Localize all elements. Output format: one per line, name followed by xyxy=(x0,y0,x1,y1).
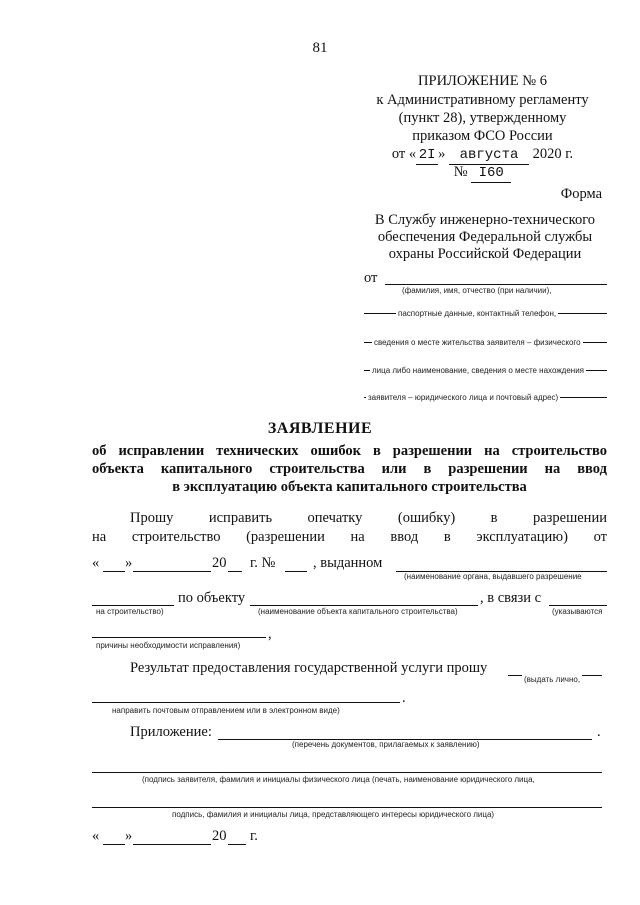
from-label: от xyxy=(364,270,378,286)
result-period: . xyxy=(402,690,406,706)
subtitle-word: исправлении xyxy=(118,443,205,459)
number-prefix: № xyxy=(453,164,468,180)
attachment-period: . xyxy=(597,724,601,740)
appendix-line-regulation: к Административному регламенту xyxy=(376,92,589,108)
request-word: разрешении xyxy=(532,510,607,526)
appendix-line-clause: (пункт 28), утвержденному xyxy=(398,110,567,126)
due-to-label: , в связи с xyxy=(480,590,542,606)
subtitle-word: капитального xyxy=(160,461,253,477)
final-month-field[interactable] xyxy=(133,844,211,845)
subtitle-word: строительство xyxy=(511,443,607,459)
permit-month-field[interactable] xyxy=(133,571,211,572)
final-date-close: » xyxy=(125,828,133,844)
request-word: опечатку xyxy=(307,510,363,526)
subtitle-line-3: в эксплуатацию объекта капитального строительства xyxy=(172,479,527,495)
request-line-2 xyxy=(92,529,607,546)
final-year-suffix: г. xyxy=(250,828,258,844)
date-mid: » xyxy=(438,146,446,162)
reasons-comma: , xyxy=(268,626,272,642)
subtitle-word: ошибок xyxy=(310,443,362,459)
result-caption-left: направить почтовым отправлением или в электронном виде) xyxy=(112,706,340,715)
subtitle-word: или xyxy=(381,461,407,477)
subtitle-word: разрешении xyxy=(392,443,473,459)
request-word: (ошибку) xyxy=(397,510,456,526)
result-text: Результат предоставления государственной услуги прошу xyxy=(130,660,488,676)
subtitle-word: на xyxy=(544,461,561,477)
result-method-field-2[interactable] xyxy=(92,702,400,703)
request-word: исправить xyxy=(208,510,273,526)
object-name-field[interactable] xyxy=(250,605,478,606)
reasons-caption: причины необходимости исправления) xyxy=(96,641,241,650)
request-word: в xyxy=(490,510,498,526)
permit-number-field[interactable] xyxy=(285,571,307,572)
subtitle-word: объекта xyxy=(92,461,144,477)
issuing-authority-caption: (наименование органа, выдавшего разрешение xyxy=(404,572,582,581)
signature-field-1[interactable] xyxy=(92,772,602,773)
permit-issued-label: , выданном xyxy=(313,555,383,571)
object-name-caption: (наименование объекта капитального строительства) xyxy=(258,607,458,616)
permit-date-open: « xyxy=(92,555,100,571)
applicant-line-1[interactable] xyxy=(385,284,607,285)
permit-type-field[interactable] xyxy=(92,605,174,606)
form-label: Форма xyxy=(560,186,602,202)
document-subtitle xyxy=(92,442,607,496)
request-word: в xyxy=(443,529,451,545)
due-to-field[interactable] xyxy=(549,605,607,606)
request-word: на xyxy=(92,529,107,545)
subtitle-word: на xyxy=(484,443,500,459)
subtitle-line-1 xyxy=(92,442,607,460)
request-word: Прошу xyxy=(130,510,174,526)
request-word: строительство xyxy=(131,529,221,545)
request-word: от xyxy=(593,529,607,545)
permit-date-close: » xyxy=(125,555,133,571)
request-word: ввод xyxy=(390,529,419,545)
signature-caption-2: подпись, фамилия и инициалы лица, представляющего интересы юридического лица) xyxy=(172,810,495,819)
attachment-label: Приложение: xyxy=(130,724,212,740)
subtitle-line-2 xyxy=(92,460,607,478)
appendix-line-order: приказом ФСО России xyxy=(412,128,553,144)
request-word: эксплуатацию) xyxy=(476,529,568,545)
date-prefix: от « xyxy=(391,146,417,162)
permit-number-label: г. № xyxy=(250,555,276,571)
subtitle-word: технических xyxy=(216,443,299,459)
result-caption-right: (выдать лично, xyxy=(524,675,581,684)
subtitle-word: разрешении xyxy=(448,461,528,477)
applicant-caption-3: сведения о месте жительства заявителя – физического xyxy=(374,338,581,347)
final-day-field[interactable] xyxy=(103,844,125,845)
signature-caption-1: (подпись заявителя, фамилия и инициалы физического лица (печать, наименование юридического лица, xyxy=(142,775,535,784)
appendix-number-line xyxy=(360,163,605,183)
due-to-caption: (указываются xyxy=(552,607,603,616)
permit-year-field[interactable] xyxy=(228,571,242,572)
permit-year-prefix: 20 xyxy=(212,555,227,571)
appendix-title: ПРИЛОЖЕНИЕ № 6 xyxy=(418,73,547,89)
subtitle-word: ввод xyxy=(577,461,607,477)
permit-type-caption: на строительство) xyxy=(96,607,164,616)
final-year-prefix: 20 xyxy=(212,828,227,844)
page-number: 81 xyxy=(312,40,328,56)
subtitle-word: об xyxy=(92,443,107,459)
order-month: августа xyxy=(449,146,529,165)
applicant-caption-4: лица либо наименование, сведения о месте нахождения xyxy=(372,366,585,375)
document-title: ЗАЯВЛЕНИЕ xyxy=(267,420,373,437)
addressee: В Службу инженерно-технического обеспечения Федеральной службы охраны Российской Федерации xyxy=(374,212,596,262)
applicant-caption-1: (фамилия, имя, отчество (при наличии), xyxy=(402,286,552,295)
request-line-1 xyxy=(130,510,607,527)
permit-day-field[interactable] xyxy=(103,571,125,572)
order-number: I60 xyxy=(471,164,511,183)
subtitle-word: строительства xyxy=(269,461,365,477)
subtitle-word: в xyxy=(423,461,432,477)
attachment-caption: (перечень документов, прилагаемых к заявлению) xyxy=(292,740,480,749)
order-day: 2I xyxy=(416,146,438,165)
by-object-label: по объекту xyxy=(178,590,246,606)
subtitle-word: в xyxy=(372,443,381,459)
applicant-caption-5: заявителя – юридического лица и почтовый адрес) xyxy=(368,393,559,402)
appendix-date-line xyxy=(360,145,605,165)
order-year: 2020 г. xyxy=(532,146,574,162)
final-year-field[interactable] xyxy=(228,844,246,845)
final-date-open: « xyxy=(92,828,100,844)
signature-field-2[interactable] xyxy=(92,807,602,808)
request-word: (разрешении xyxy=(246,529,325,545)
reasons-field[interactable] xyxy=(92,637,266,638)
applicant-caption-2: паспортные данные, контактный телефон, xyxy=(398,309,557,318)
request-word: на xyxy=(350,529,365,545)
